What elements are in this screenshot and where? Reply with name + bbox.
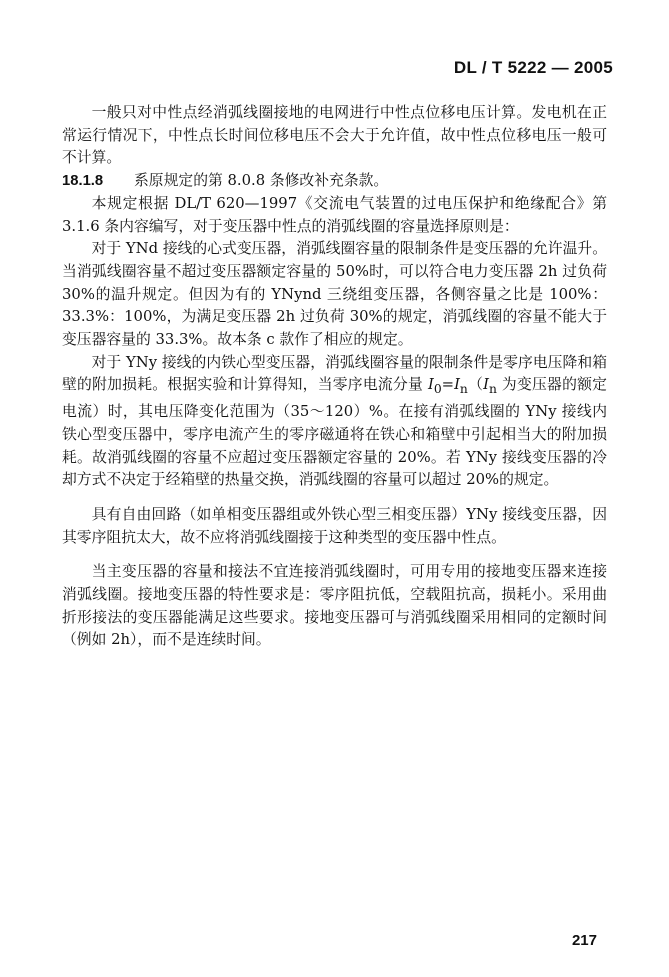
page-body [62, 102, 607, 652]
symbol-In: I [454, 376, 460, 394]
paragraph-free-circuit: 具有自由回路（如单相变压器组或外铁心型三相变压器）YNy 接线变压器，因其零序阻抗太大，故不应将消弧线圈接于这种类型的变压器中性点。 [62, 505, 607, 546]
subscript-n: n [459, 382, 468, 397]
paragraph-yny-transformer [62, 352, 607, 492]
paragraph-ynd-transformer: 对于 YNd 接线的心式变压器，消弧线圈容量的限制条件是变压器的允许温升。当消弧线圈容量不超过变压器额定容量的 50%时，可以符合电力变压器 2h 过负荷 30%的温升规定。但因为有的 YNynd 三绕组变压器，各侧容量之比是 100%：33.3%：100%，为满足变压器 2h 过负荷 30%的规定，消弧线圈的容量不能大于变压器容量的 33.3%。故本条 c 款作了相应的规定。 [62, 240, 607, 349]
subscript-n-2: n [489, 382, 497, 397]
section-number: 18.1.8 [62, 173, 104, 190]
equals-sign: = [441, 376, 455, 394]
document-code-header: DL / T 5222 — 2005 [453, 58, 613, 77]
p4-text-a: 对于 YNy 接线的内铁心型变压器，消弧线圈容量的限制条件是零序电压降和箱壁的附加损耗。根据实验和计算得知，当零序电流分量 [62, 353, 607, 394]
section-title: 系原规定的第 8.0.8 条修改补充条款。 [134, 172, 389, 190]
paragraph-grounding-transformer: 当主变压器的容量和接法不宜连接消弧线圈时，可用专用的接地变压器来连接消弧线圈。接地变压器的特性要求是：零序阻抗低，空载阻抗高，损耗小。采用曲折形接法的变压器能满足这些要求。接地变压器可与消弧线圈采用相同的定额时间（例如 2h），而不是连续时间。 [62, 563, 607, 649]
subscript-0: 0 [433, 382, 442, 397]
paragraph-neutral-displacement: 一般只对中性点经消弧线圈接地的电网进行中性点位移电压计算。发电机在正常运行情况下，中性点长时间位移电压不会大于允许值，故中性点位移电压一般可不计算。 [62, 104, 607, 167]
p4-text-b: （ [467, 376, 484, 394]
symbol-In-2: I [483, 376, 490, 394]
page-number: 217 [571, 932, 597, 949]
symbol-I0: I [427, 376, 434, 394]
section-heading [62, 170, 607, 193]
p4-text-c: 为变压器的额定电流）时，其电压降变化范围为（35～120）%。在接有消弧线圈的 YNy 接线内铁心型变压器中，零序电流产生的零序磁通将在铁心和箱壁中引起相当大的附加损耗。故消弧线圈的容量不应超过变压器额定容量的 20%。若 YNy 接线变压器的冷却方式不决定于经箱壁的热量交换，消弧线圈的容量可以超过 20%的规定。 [62, 376, 607, 489]
paragraph-basis: 本规定根据 DL/T 620—1997《交流电气装置的过电压保护和绝缘配合》第 3.1.6 条内容编写，对于变压器中性点的消弧线圈的容量选择原则是： [62, 194, 607, 235]
